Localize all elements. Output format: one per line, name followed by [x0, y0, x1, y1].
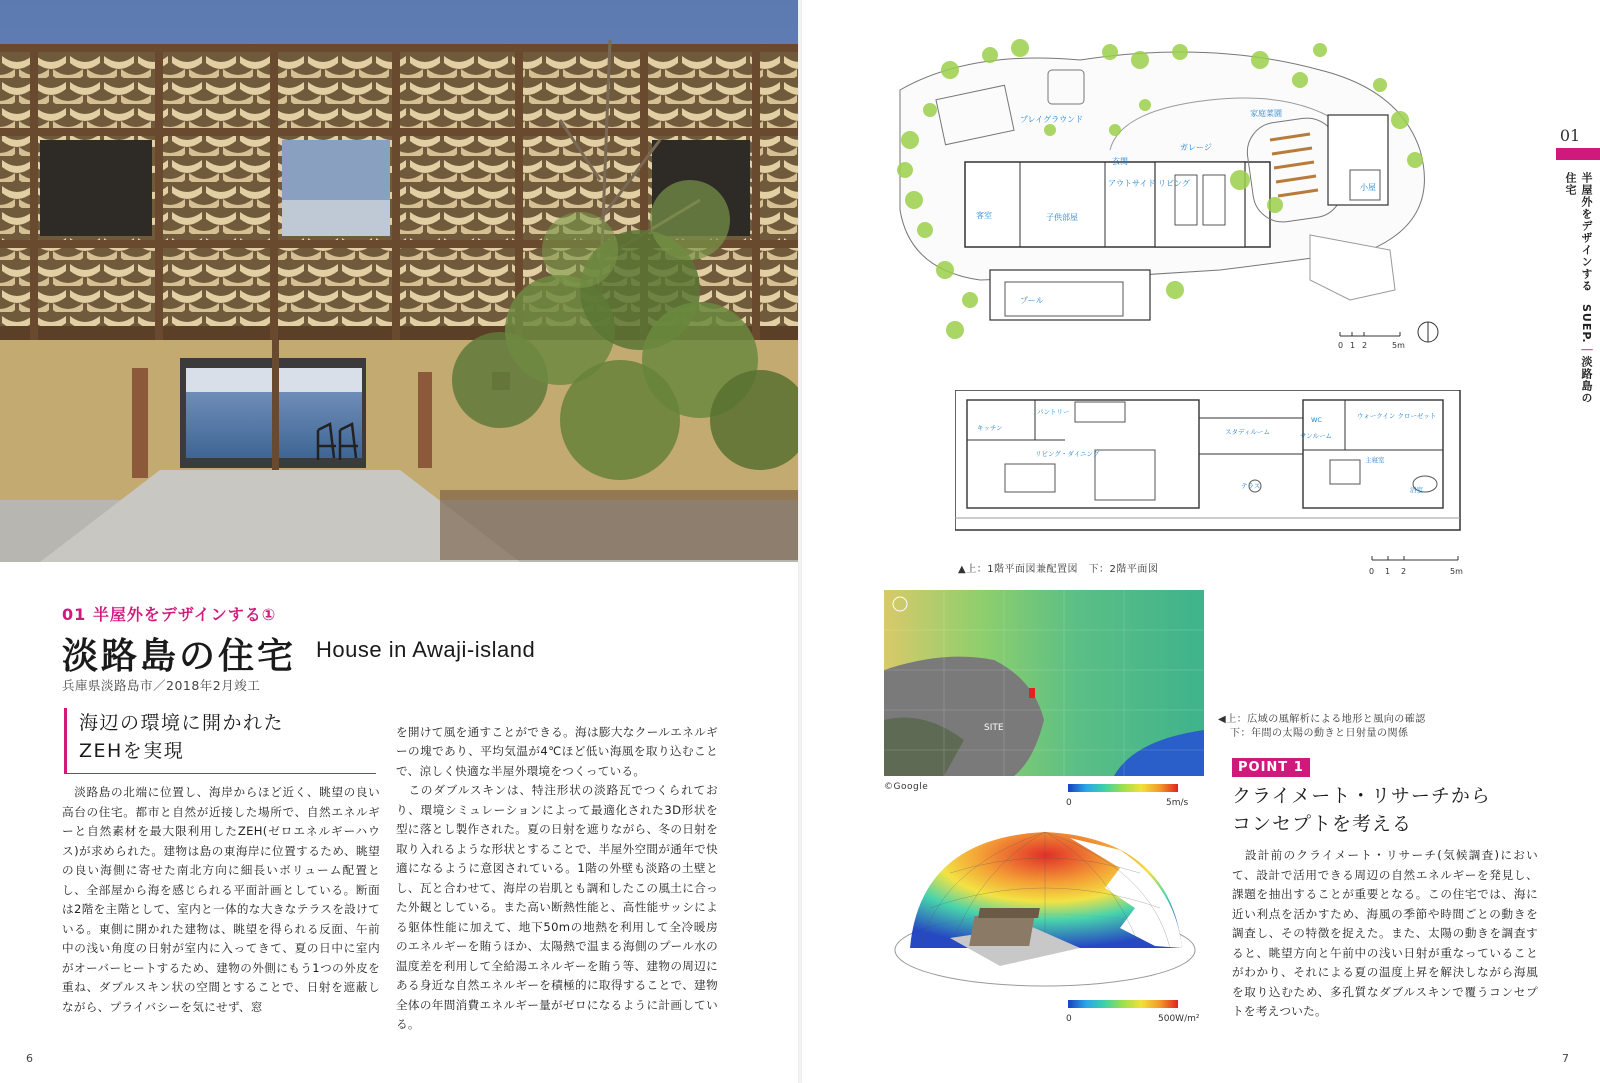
label-sunroom: サンルーム: [1300, 432, 1333, 440]
point-title-line: コンセプトを考える: [1232, 813, 1413, 835]
wind-analysis-map: [884, 590, 1204, 776]
label-outside-living: アウトサイド リビング: [1108, 179, 1190, 188]
chapter-tab-text: 半屋外をデザインする SUEP.｜淡路島の住宅: [1564, 172, 1593, 404]
house-exterior-photo: [0, 0, 800, 562]
wind-legend-bar: [1068, 784, 1178, 792]
lead-heading: [64, 708, 376, 774]
chapter-tab: [1556, 148, 1600, 160]
analysis-caption-1: ◀上：広域の風解析による地形と風向の確認: [1218, 714, 1426, 725]
page-number-left: 6: [26, 1052, 33, 1065]
label-kitchen: キッチン: [977, 424, 1003, 432]
tab-text: 半屋外をデザインする: [1580, 172, 1593, 292]
point-title-line: クライメート・リサーチから: [1232, 785, 1491, 807]
svg-text:2: 2: [1401, 567, 1407, 576]
point-body: [1232, 846, 1538, 1022]
project-meta: 兵庫県淡路島市／2018年2月竣工: [62, 678, 261, 693]
svg-text:0: 0: [1369, 567, 1375, 576]
gutter: [798, 0, 802, 1083]
label-bath: 浴室: [1410, 486, 1423, 494]
body-text: 設計前のクライメート・リサーチ(気候調査)において、設計で活用できる周辺の自然エネルギーを発見し、課題を抽出することが重要となる。この住宅では、海に近い利点を活かすため、海風の季節や時間ごとの動きを調査し、その特徴を捉えた。また、太陽の動きを調査すると、眺望方向と午前中の浅い日射が重なっていることがわかり、それによる夏の温度上昇を解決しながら海風を取り込むため、多孔質なダブルスキンで覆うコンセプトを考えついた。: [1232, 848, 1538, 1018]
scale-bar-2: [1368, 556, 1468, 582]
svg-text:2: 2: [1362, 341, 1368, 350]
scale-bar: [1338, 322, 1438, 350]
label-garden: 家庭菜園: [1250, 109, 1282, 118]
second-floor-plan: [955, 390, 1465, 535]
analysis-caption-2: 下：年間の太陽の動きと日射量の関係: [1230, 728, 1409, 739]
tab-text: SUEP.: [1580, 304, 1593, 344]
label-wc: WC: [1311, 416, 1322, 424]
label-walkin: ウォークイン クローゼット: [1357, 412, 1437, 420]
sun-legend-bar: [1068, 1000, 1178, 1008]
plan-caption: ▲上：1階平面図兼配置図 下：2階平面図: [958, 564, 1159, 575]
map-site-label: SITE: [984, 723, 1004, 733]
point-title: [1232, 782, 1491, 838]
label-pantry: パントリー: [1037, 408, 1070, 416]
svg-text:1: 1: [1350, 341, 1356, 350]
tab-text: 淡路島の住宅: [1564, 172, 1593, 404]
body-text: 淡路島の北端に位置し、海岸からほど近く、眺望の良い高台の住宅。都市と自然が近接した場所で、自然エネルギーと自然素材を最大限利用したZEH(ゼロエネルギーハウス)が求められた。建物は島の東海岸に位置するため、眺望の良い海側に寄せた南北方向に細長いボリューム配置とし、全部屋から海を感じられる平面計画としている。断面は2階を主階として、室内と一体的な大きなテラスを設けている。東側に開かれた建物は、眺望を得られる反面、午前中の浅い角度の日射が室内に入ってきて、夏の日中に室内がオーバーヒートするため、建物の外側にもう1つの外皮を重ね、ダブルスキン状の空間とすることで、日射を遮蔽しながら、プライバシーを気にせず、窓: [62, 785, 380, 1014]
label-master: 主寝室: [1365, 456, 1385, 464]
body-text: を開けて風を通すことができる。海は膨大なクールエネルギーの塊であり、平均気温が4℃ほど低い海風を取り込むことで、涼しく快適な半屋外環境をつくっている。 このダブルスキンは、特注形状の淡路瓦でつくられており、環境シミュレーションによって最適化された3D形状を型に落とし製作された。夏の日射を遮りながら、冬の日射を取り入れるような形状とすることで、半屋外空間が通年で快適になるように意図されている。1階の外壁も淡路の土壁とし、瓦と合わせて、海岸の岩肌とも調和したこの風土に合った外観としている。また高い断熱性能と、高性能サッシによる躯体性能に加えて、地下50mの地熱を利用して全冷暖房のエネルギーを賄うほか、太陽熱で温まる海側のプール水の温度差を利用して全給湯エネルギーを賄う等、建物の周辺にある身近な自然エネルギーを積極的に取得することで、建物全体の年間消費エネルギー量がゼロになるように計画している。: [396, 724, 718, 1031]
map-credit: ©Google: [884, 782, 929, 792]
lead-line: 海辺の環境に開かれた: [79, 712, 285, 734]
series-label: 01 半屋外をデザインする①: [62, 605, 277, 624]
label-garage: ガレージ: [1180, 143, 1212, 152]
label-living: リビング・ダイニング: [1035, 450, 1100, 458]
svg-text:1: 1: [1385, 567, 1391, 576]
label-study: スタディルーム: [1225, 428, 1270, 436]
label-terrace: テラス: [1241, 482, 1261, 490]
label-kids: 子供部屋: [1046, 213, 1078, 222]
label-pool: プール: [1020, 296, 1044, 305]
body-column-2: [396, 703, 718, 1054]
body-column-1: [62, 783, 380, 1017]
page-number-right: 7: [1562, 1052, 1569, 1065]
lead-line: ZEHを実現: [79, 740, 185, 762]
wind-legend-min: 0: [1066, 798, 1072, 808]
wind-legend-max: 5m/s: [1166, 798, 1189, 808]
point-badge: POINT 1: [1232, 758, 1310, 777]
article-title-en: House in Awaji-island: [316, 637, 536, 662]
site-plan: [880, 30, 1480, 370]
svg-text:0: 0: [1338, 341, 1344, 350]
sun-legend-min: 0: [1066, 1014, 1072, 1024]
label-guest: 客室: [976, 211, 992, 220]
svg-text:5m: 5m: [1392, 341, 1405, 350]
chapter-number: 01: [1559, 126, 1581, 145]
solar-radiation-dome: [890, 828, 1200, 998]
label-hut: 小屋: [1360, 183, 1376, 192]
label-playground: プレイグラウンド: [1020, 115, 1084, 124]
article-title: 淡路島の住宅: [62, 636, 297, 677]
svg-text:5m: 5m: [1450, 567, 1463, 576]
label-entrance: 玄関: [1112, 157, 1128, 166]
hero-photo: [0, 0, 800, 562]
sun-legend-max: 500W/m²: [1158, 1014, 1200, 1024]
